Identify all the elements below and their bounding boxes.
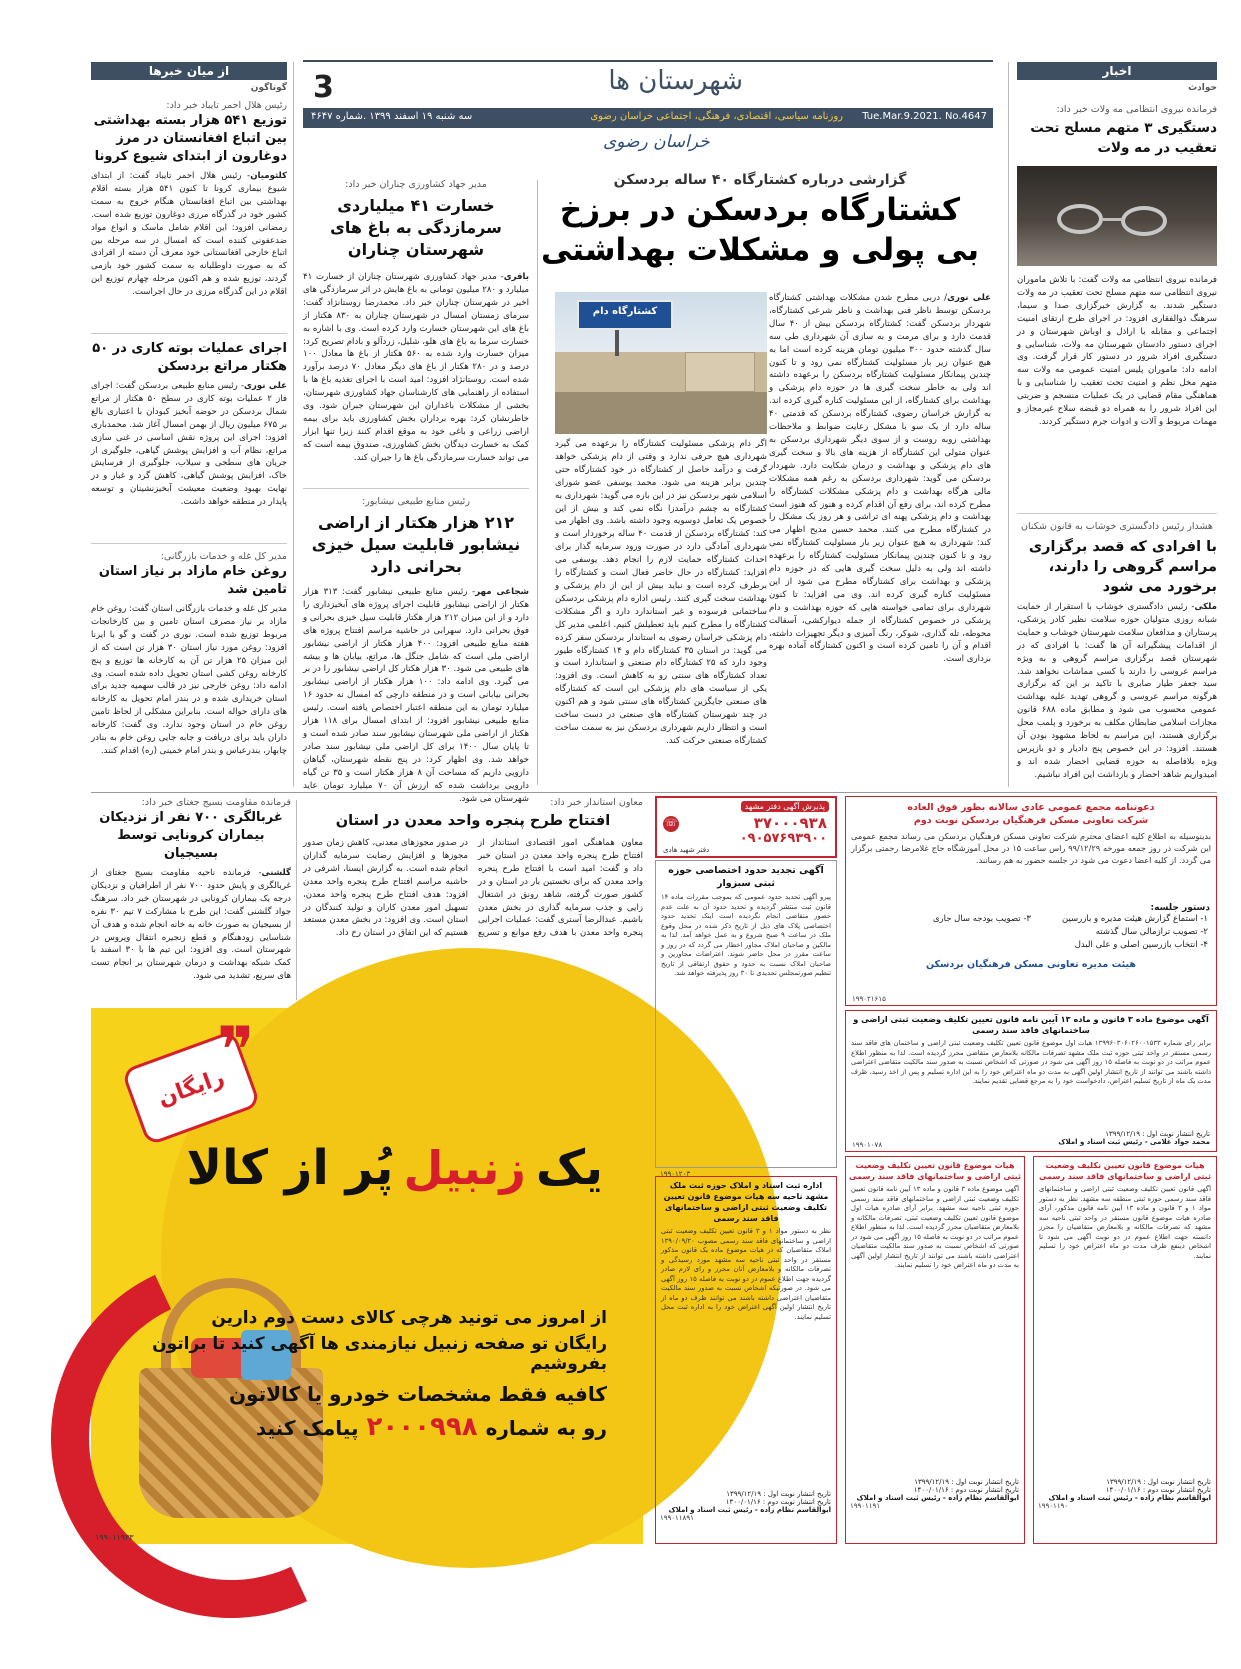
divider bbox=[1017, 513, 1217, 514]
section-tab-news-roundup: از میان خبرها bbox=[91, 62, 287, 80]
ad-copy-line-3: کافیه فقط مشخصات خودرو یا کالاتون bbox=[228, 1382, 607, 1406]
middle-column bbox=[303, 178, 530, 804]
notice-body: برابر رای شماره ۱۳۹۹۶۰۳۰۶۰۲۶۰۰۱۵۳۳ هیات اول موضوع قانون تعیین تکلیف وضعیت ثبتی اراضی و ساختمان های فاقد سند رسمی مستقر در واحد ثبتی حوزه ثبت ملک مشهد تصرفات مالکانه بلامعارض متقاضی محرز گردیده است. لذا به منظور اطلاع عموم مراتب در دو نوبت به فاصله ۱۵ روز آگهی می شود در صورتی که اشخاص نسبت به صدور سند مالکیت متقاضی اعتراضی داشته باشند می توانند از تاریخ انتشار اولین آگهی به مدت دو ماه اعتراض خود را به این اداره تسلیم و پس از اخذ رسید، ظرف مدت یک ماه از تاریخ تسلیم اعتراض، دادخواست خود را به مرجع قضایی تقدیم نمایند. bbox=[851, 1039, 1211, 1085]
ad-cta-prefix: رو به شماره bbox=[485, 1416, 607, 1440]
notice-title: هیات موضوع قانون تعیین تکلیف وضعیت ثبتی اراضی و ساختمانهای فاقد سند رسمی bbox=[849, 1161, 1021, 1181]
header-info-bar bbox=[303, 108, 993, 128]
handcuffs-photo bbox=[1017, 166, 1217, 266]
article-kicker: مدیر کل غله و خدمات بازرگانی: bbox=[160, 551, 287, 562]
section-separator bbox=[91, 792, 1217, 793]
ad-copy-line-1: از امروز می تونید هرچی کالای دست دوم دارین bbox=[211, 1308, 607, 1328]
ad-headline-part-3: پُر از کالا bbox=[186, 1140, 394, 1196]
ad-headline bbox=[186, 1140, 603, 1196]
agenda-item: ۴- انتخاب بازرسین اصلی و علی البدل bbox=[1074, 940, 1208, 950]
column-rule bbox=[296, 800, 297, 1000]
notice-signature: محمد جواد غلامی - رئیس ثبت اسناد و املاک bbox=[1058, 1138, 1210, 1146]
lead-headline-2[interactable]: بی پولی و مشکلات بهداشتی bbox=[540, 232, 980, 268]
agenda-item: ۲- تصویب ترازمالی سال گذشته bbox=[1095, 927, 1208, 937]
article-body: علی نوری/ دربی مطرح شدن مشکلات بهداشتی کشتارگاه بردسکن توسط ناظر فنی بهداشت و ناظر شرعی کشتارگاه، شهردار بردسکن گفت: کشتارگاه بردسکن بیش از ۴۰ سال قدمت دارد و برای مرمت و به سازی آن شهرداری طی سه سال گذشته حدود ۳۰۰ میلیون تومان هزینه کرده است اما به هیچ عنوان زیر بار مسئولیت کشتارگاه نمی رود و تا کنون چندین پیمانکار مسئولیت کشتارگاه بردسکن را برعهده داشته اند ولی به خاطر سخت گیری ها در حوزه دام پزشکی و بهداشت برای کشتارگاه، از این مسئولیت کناره گیری کرده اند. به گزارش خراسان رضوی، کشتارگاه بردسکن که قدمتی ۴۰ ساله دارد از یک سو با مشکل رعایت ضوابط و ملاحظات بهداشتی روبه روست و از سوی دیگر شهرداری بردسکن به عنوان متولی این کشتارگاه از هزینه های بالا و سخت گیری های دام پزشکی و بهداشت و درمان شکایت دارد. شهردار بردسکن می گوید: شهرداری بردسکن به رغم همه مشکلات مالی هرگاه بهداشت و دام پزشکی مشکلات کشتارگاه را مطرح کرده اند، برای رفع آن اقدام کرده و هنوز که هنوز است بهداشت و دام پزشکی پهنه ای تراشی و هر روز یک مشکل را در کشتارگاه مطرح می کنند. محمد حسین مدیح اظهار می کند: شهرداری به هیچ عنوان زیر بار مسئولیت کشتارگاه نمی رود و تا کنون چندین پیمانکار مسئولیت کشتارگاه را برعهده داشته اند ولی به دلیل سخت گیری هایی که در حوزه دام پزشکی و بهداشت برای کشتارگاه مطرح می شود از این مسئولیت کناره گیری کرده اند. وی می افزاید: تا کنون شهرداری برای تمامی خواسته هایی که حوزه بهداشت و دام پزشکی در خصوص کشتارگاه از جمله دیوارکشی، آسفالت محوطه، تله گذاری، شوکر، رنگ آمیزی و دیگر تجهیزات داشته، اقدام و آن را تامین کرده است و اکنون کشتارگاه آماده بهره برداری است. bbox=[769, 293, 991, 665]
article-body: علی نوری- رئیس منابع طبیعی بردسکن گفت: اجرای فاز ۲ عملیات بوته کاری در سطح ۵۰ هکتار از مراتع شمال بردسکن در حوضه آبخیز کبودان با اعتباری بالغ بر ۶۷۵ میلیون ریال از بهمن امسال آغاز شد. محمدباری افزود: اجرای این پروژه نقش اساسی در غنی سازی مراتع، نظام آب و افزایش پوشش گیاهی، جلوگیری از جریان های سطحی و سیلاب، جلوگیری از فرسایش خاک، افزایش پوشش گیاهی، کاهش گرد و غبار و در نهایت بهبود وضعیت معیشت آبخیزنشینان و توسعه پایدار در منطقه خواهد داشت. bbox=[91, 381, 288, 508]
article-kicker: هشدار رئیس دادگستری خوشاب به قانون شکنان bbox=[1021, 521, 1213, 532]
notice-title: هیات موضوع قانون تعیین تکلیف وضعیت ثبتی اراضی و ساختمانهای فاقد سند رسمی bbox=[1039, 1161, 1211, 1181]
divider bbox=[303, 488, 529, 489]
agenda-item: ۳- تصویب بودجه سال جاری bbox=[932, 914, 1031, 924]
date-fa: سه شنبه ۱۹ اسفند ۱۳۹۹ .شماره ۴۶۴۷ bbox=[311, 111, 473, 122]
promo-phone-2: ۰۹۰۵۷۶۹۳۹۰۰ bbox=[739, 831, 827, 846]
ad-notice-1[interactable] bbox=[845, 796, 1217, 1006]
lead-kicker: گزارشی درباره کشتارگاه ۴۰ ساله بردسکن bbox=[613, 172, 907, 188]
subsection-label: حوادث bbox=[1188, 83, 1217, 93]
article-body: شجاعی مهر- رئیس منابع طبیعی نیشابور گفت: ۳۱۳ هزار هکتار از اراضی نیشابور قابلیت اجرای پروژه های آبخیزداری را دارد و از این میزان ۲۱۲ هزار هکتار قابلیت سیل خیزی بحرانی و فوق بحرانی دارد. سهرابی در حاشیه مراسم افتتاح پروژه های هفته منابع طبیعی افزود: ۴۰۰ هزار هکتار از اراضی نیشابور اراضی ملی است که شامل جنگل ها، مراتع، بیابان ها و بیشه های طبیعی می شود. ۳۰ هزار هکتار کل اراضی نیشابور را در بر می گیرد. وی ادامه داد: ۱۰۰ هزار هکتار از اراضی نیشابور بحرانی بیابانی است و در منطقه دارچی که امسال نه حدود ۱۶ میلیارد تومان به این منطقه اعتبار اختصاص یافته است. رئیس منابع طبیعی نیشابور افزود: از ابتدای امسال برای ۱۱۸ هزار هکتار از اراضی ملی شهرستان نیشابور سند صادر شده است و تا پایان سال ۱۴۰۰ برای کل اراضی ملی نیشابور سند صادر خواهد شد. وی اظهار کرد: در پنج نقطه شهرستان، گیاهان دارویی داریم که مساحت آن ۸ هزار هکتار است و ۳۵ تن گیاه دارویی برداشت شده که ارزش آن ۷۰ میلیارد تومان عاید شهرستان می شود. bbox=[303, 587, 530, 804]
notice-code: ۱۹۹۰۱۱۸۹۱ bbox=[660, 1514, 694, 1522]
notice-code: ۱۹۹۰۱۰۷۸ bbox=[852, 1141, 883, 1149]
article-headline[interactable]: توزیع ۵۴۱ هزار بسته بهداشتی بین اتباع افغانستان در مرز دوغارون از ابتدای شیوع کرونا bbox=[93, 113, 287, 164]
article-body: مدیر کل غله و خدمات بازرگانی استان گفت: روغن خام مازاد بر نیاز مصرف استان تامین و بین کارخانجات مربوط توزیع شده است. نوری در گفت و گو با ایرنا افزود: روغن مورد نیاز استان ۳۰ هزار تن است که از این میزان ۲۵ هزار تن آن به کارخانه ها توزیع و پنج کارخانه روغن کشی استان تحویل داده شده است. وی ادامه داد: روغن خارجی نیز در قالب سهمیه جدید برای استان خریداری شده و در بندر امام تحویل به کارخانه های دارای حواله است. بنابراین مشکلی از لحاظ تامین روغن خام در استان وجود ندارد. وی گفت: کارخانه داران باید برای دریافت و جابه جایی روغن خام به بنادر چابهار، بندرعباس و بندر امام خمینی (ره) اقدام کنند. bbox=[91, 604, 287, 756]
column-rule bbox=[293, 62, 294, 787]
notice-signature: ابوالقاسم نظام زاده - رئیس ثبت اسناد و املاک bbox=[1048, 1494, 1211, 1502]
notice-body: آگهی موضوع ماده ۳ قانون و ماده ۱۳ آیین نامه قانون تعیین تکلیف وضعیت ثبتی اراضی و ساختمانهای فاقد سند رسمی حوزه ثبتی ناحیه سه مشهد. برابر آرای صادره هیات اول موضوع قانون تعیین تکلیف وضعیت ثبتی، تصرفات مالکانه و بلامعارض متقاضیان محرز گردیده است. لذا به منظور اطلاع عموم مراتب در دو نوبت به فاصله ۱۵ روز آگهی می شود در صورتی که اشخاص نسبت به صدور سند مالکیت متقاضیان اعتراضی داشته باشند می توانند از تاریخ انتشار اولین آگهی به مدت دو ماه اعتراض خود را تسلیم نمایند. bbox=[851, 1185, 1019, 1269]
article-body: اگر دام پزشکی مسئولیت کشتارگاه را برعهده می گیرد شهرداری هیچ حرفی ندارد و وقتی از دام پزشکی خواهد گرفت و درآمد حاصل از کشتارگاه در خود کشتارگاه حتی چندین برابر هزینه می شود. محمد یوسفی عضو شورای اسلامی شهر بردسکن نیز در این باره می گوید: شهرداری به کشتارگاه به چشم درآمدزا نگاه نمی کند و بیش از این خصوص یک تعامل دوسویه وجود داشته باشد. وی اظهار می کند: کشتارگاه بردسکن از قدمت ۴۰ ساله برخوردار است و شهرداری آمادگی دارد در صورت ورود سرمایه گذار برای احداث کشتارگاه حمایت لازم را انجام دهد. یوسفی می افزاید: کشتارگاه در حال حاضر فعال است و کشتارگاه را برطرف کرده است و نباید بیش از این از دام پزشکی و بهداشت سخت گیری کنند. رئیس اداره دام پزشکی بردسکن ساختمانی فرسوده و غیر استاندارد دارد و اگر مشکلات کشتارگاه را مطرح کنیم باید تعطیلش کنیم. اعلمی مدیر کل دام پزشکی خراسان رضوی به استاندار بردسکن سفر کرده می گوید: در استان ۳۵ کشتارگاه دام و ۱۴ کشتارگاه طیور وجود دارد که ۲۵ کشتارگاه دام صنعتی و استاندارد است و تعداد کشتارگاه های سنتی رو به کاهش است. وی افزود: یکی از سیاست های دام پزشکی این است که کشتارگاه های صنعتی جایگزین کشتارگاه های سنتی شود و هم اکنون در چند شهرستان کشتارگاه های صنعتی در دست ساخت است و انتظار داریم شهرداری بردسکن نیز به سمت ساخت کشتارگاه صنعتی حرکت کند. bbox=[555, 439, 767, 746]
ad-notice-2[interactable] bbox=[655, 860, 837, 1178]
article-headline[interactable]: اجرای عملیات بوته کاری در ۵۰ هکتار مراتع بردسکن bbox=[92, 341, 287, 374]
free-badge-text: رایگان bbox=[154, 1064, 228, 1112]
notice-body: پیرو آگهی تحدید حدود عمومی که بموجب مقررات ماده ۱۴ قانون ثبت منتشر گردیده و تحدید حدود آن به علت عدم حضور متقاضی انجام نگردیده است اینک تحدید حدود اختصاصی پلاک های ذیل از تاریخ ذکر شده در محل وقوع ملک در ساعت ۹ صبح شروع و به عمل خواهد آمد. لذا به مالکین و صاحبان املاک مجاور اخطار می گردد که در روز و ساعت مقرر در محل حاضر شوند. اعتراضات مجاورین و صاحبان املاک نسبت به حدود و حقوق ارتفاقی از تاریخ تنظیم صورتمجلس تحدیدی تا ۳۰ روز پذیرفته خواهد شد. bbox=[661, 893, 831, 977]
article-headline[interactable]: خسارت ۴۱ میلیاردی سرمازدگی به باغ های شهرستان چناران bbox=[330, 196, 502, 259]
notice-title: آگهی تجدید حدود اختصاصی حوزه ثبتی سبزوار bbox=[668, 865, 824, 889]
date-en: Tue.Mar.9.2021. No.4647 bbox=[862, 111, 987, 122]
agenda-list bbox=[846, 913, 1216, 952]
quote-mark-icon: ❞ bbox=[217, 1014, 255, 1088]
zanbil-ad[interactable] bbox=[91, 1008, 643, 1544]
article-body: کلثومیان- رئیس هلال احمر تایباد گفت: از ابتدای شیوع بیماری کرونا تا کنون ۵۴۱ هزار بسته اقلام بهداشتی بین اتباع افغانستان هنگام خروج به سمت کشور خود در گذرگاه مرزی دوغارون توزیع شده است. رمضانی افزود: این اقلام شامل ماسک و انواع مواد ضدعفونی کننده است که امسال در سه مرحله بین اتباع خارجی افغانستانی خود معرف آن دسته از افرادی که به صورت داوطلبانه به سمت کشور خود بازمی گردند، توزیع شده و هم اکنون مرحله چهارم توزیع این اقلام در این گذرگاه مرزی در حال اجراست. bbox=[91, 171, 287, 298]
article-body: فرمانده نیروی انتظامی مه ولات گفت: با تلاش ماموران نیروی انتظامی سه متهم مسلح تحت تعقیب در مه ولات دستگیر شدند. به گزارش خبرگزاری صدا و سیما، سرهنگ ذوالفقاری افزود: در اجرای طرح ارتقای امنیت اجتماعی و مقابله با اراذل و اوباش شهرستان و در اجرای دستور دادستان شهرستان مه ولات، شناسایی و دستگیری افراد شرور در دستور کار قرار گرفت. وی ادامه داد: ماموران پلیس امنیت عمومی مه ولات سه متهم مخل نظم و امنیت تحت تعقیب را شناسایی و با هماهنگی مقام قضایی در یک عملیات منسجم و ضربتی این افراد شرور را به همراه دو قبضه سلاح غیرمجاز و مهمات مربوط و آلات و ادوات جرم دستگیر کردند. bbox=[1017, 275, 1217, 427]
article-body: باقری- مدیر جهاد کشاورزی شهرستان چناران از خسارت ۴۱ میلیارد و ۲۸۰ میلیون تومانی به باغ هایش در اثر سرمازدگی های اخیر در شهرستان چناران خبر داد. محمدرضا روستانژاد گفت: سرمای زمستان امسال در شهرستان چناران به ۸۳۰ هکتار از باغ های این شهرستان خسارت وارد کرده است. وی با اشاره به خسارت سرما به باغ های هلو، شلیل، زردآلو و بادام تصریح کرد: میزان خسارت وارد شده به ۵۶۰ هکتار از باغ ها معادل ۱۰۰ درصد و در ۲۸۰ هکتار از باغ های دیگر معادل ۷۰ درصد برآورد شده است. روستانژاد افزود: امید است با اجرای تغذیه باغ ها با استفاده از راهنمایی های کارشناسان جهاد کشاورزی شهرستان، بخشی از مشکلات باغداران این شهرستان جبران شود. وی خاطرنشان کرد: بهره برداران بخش کشاورزی باید برای بیمه اراضی زراعی و باغی خود به موقع اقدام کنند زیرا تنها ابزار کمک به خسارت دیدگان بخش کشاورزی، صندوق بیمه است که می تواند خسارت سرمازدگی باغ ها را جبران کند. bbox=[303, 272, 530, 463]
subsection-label: گوناگون bbox=[250, 83, 287, 93]
column-rule bbox=[537, 180, 538, 785]
ad-headline-part-1: یک bbox=[535, 1140, 603, 1196]
notice-date-2: تاریخ انتشار نوبت دوم : ۱۴۰۰/۰۱/۱۶ bbox=[1105, 1486, 1211, 1494]
notice-body: نظر به دستور مواد ۱ و ۳ قانون تعیین تکلیف وضعیت ثبتی اراضی و ساختمانهای فاقد سند رسمی مصوب ۱۳۹۰/۰۹/۲۰ املاک متقاضیان که در هیات موضوع ماده یک قانون مذکور مستقر در واحد ثبتی ناحیه سه مشهد مورد رسیدگی و تصرفات مالکانه و بلامعارض آنان محرز و رای لازم صادر گردیده جهت اطلاع عموم در دو نوبت به فاصله ۱۵ روز آگهی می شود. در صورتیکه اشخاص نسبت به صدور سند مالکیت متقاضیان اعتراضی داشته باشند می توانند ظرف دو ماه از تاریخ انتشار اولین آگهی اعتراض خود را به اداره ثبت محل تسلیم نمایند. bbox=[661, 1227, 832, 1321]
notice-date-1: تاریخ انتشار نوبت اول : ۱۳۹۹/۱۲/۱۹ bbox=[914, 1478, 1019, 1486]
lower-article-basij bbox=[91, 796, 291, 996]
ad-code: ۱۹۹۰۱۱۹۳۳ bbox=[95, 1533, 134, 1542]
lead-body-col-2 bbox=[555, 438, 767, 772]
tagline: روزنامه سیاسی، اقتصادی، فرهنگی، اجتماعی خراسان رضوی bbox=[590, 111, 843, 122]
ad-headline-brand: زنبیل bbox=[403, 1141, 526, 1195]
promo-label: پذیرش آگهی دفتر مشهد bbox=[741, 801, 829, 812]
agenda-item: ۱- استماع گزارش هیئت مدیره و بازرسین bbox=[1062, 914, 1208, 924]
promo-footer: دفتر شهید هادی bbox=[663, 846, 710, 854]
notice-subtitle: شرکت تعاونی مسکن فرهنگیان بردسکن نوبت دوم bbox=[913, 815, 1149, 826]
divider bbox=[91, 543, 287, 544]
notice-date-1: تاریخ انتشار نوبت اول : ۱۳۹۹/۱۲/۱۹ bbox=[1106, 1478, 1211, 1486]
article-kicker: فرمانده نیروی انتظامی مه ولات خبر داد: bbox=[1056, 104, 1217, 115]
agenda-label: دستور جلسه: bbox=[1150, 903, 1210, 913]
column-rule bbox=[1008, 62, 1009, 787]
slaughterhouse-photo bbox=[555, 292, 767, 434]
page-number: 3 bbox=[313, 70, 334, 105]
ad-notice-6[interactable] bbox=[1033, 1156, 1217, 1544]
ad-cta bbox=[256, 1412, 607, 1442]
lead-body-col-1 bbox=[769, 292, 991, 772]
article-kicker: رئیس منابع طبیعی نیشابور: bbox=[362, 496, 470, 507]
article-headline[interactable]: روغن خام مازاد بر نیاز استان تامین شد bbox=[98, 564, 287, 597]
article-kicker: فرمانده مقاومت بسیج جغتای خبر داد: bbox=[141, 797, 291, 808]
ad-notice-4[interactable] bbox=[655, 1176, 837, 1544]
notice-code: ۱۹۹۰۱۱۹۱ bbox=[850, 1502, 881, 1510]
right-column bbox=[1017, 62, 1217, 792]
article-headline[interactable]: با افرادی که قصد برگزاری مراسم گروهی را دارند، برخورد می شود bbox=[1028, 539, 1217, 595]
notice-code: ۱۹۹۰۱۲۰۳ bbox=[660, 1170, 691, 1178]
article-headline[interactable]: ۲۱۲ هزار هکتار از اراضی نیشابور قابلیت سیل خیزی بحرانی دارد bbox=[311, 513, 521, 576]
sms-number: ۲۰۰۰۹۹۸ bbox=[366, 1412, 478, 1442]
article-body: ملکی- رئیس دادگستری خوشاب با استقرار از حمایت شبانه روزی متولیان حوزه سلامت نظیر کادر پزشکی، پرستاران و مدافعان سلامت شهرستان خوشاب و حمایت از اقدامات پیشگیرانه آن ها گفت: با افرادی که در شهرستان قصد برگزاری مراسم گروهی و به ویژه مراسم عروسی را دارند با کسی مماشات نخواهد شد. سید جعفر طیار صابری با تاکید بر این که برگزاری هرگونه مراسم عروسی و گروهی تهدید علیه بهداشت عمومی محسوب می شود و مطابق ماده ۶۸۸ قانون مجازات اسلامی ضابطان مکلف به برخورد و پلمب محل برگزاری هستند، این مراسم به لحاظ مشهود بودن آن هستند. افزود: در این خصوص پنج دادیار و دو بازپرس ویژه بلافاصله به حوزه قضایی احضار شده اند و امیدواریم شاهد احضار و بازداشت این افراد نباشیم. bbox=[1017, 602, 1217, 780]
section-title: شهرستان ها bbox=[608, 66, 743, 96]
notice-code: ۱۹۹۰۲۱۶۱۵ bbox=[852, 995, 886, 1003]
notice-signature: ابوالقاسم نظام زاده - رئیس ثبت اسناد و املاک bbox=[856, 1494, 1019, 1502]
notice-body: بدینوسیله به اطلاع کلیه اعضای محترم شرکت تعاونی مسکن فرهنگیان بردسکن می رساند مجمع عمومی این شرکت در روز جمعه مورخه ۹۹/۱۲/۲۹ راس ساعت ۱۵ در محل آموزشگاه حاج غلامرضا رحمتی برگزار می گردد. از کلیه اعضا دعوت می شود در جلسه حضور به هم رسانند. bbox=[851, 831, 1211, 865]
newspaper-logo: خراسان رضوی bbox=[603, 132, 710, 152]
article-headline[interactable]: دستگیری ۳ متهم مسلح تحت تعقیب در مه ولات bbox=[1030, 120, 1217, 156]
notice-code: ۱۹۹۰۱۱۹۰ bbox=[1038, 1502, 1069, 1510]
notice-date-2: تاریخ انتشار نوبت دوم : ۱۴۰۰/۰۱/۱۶ bbox=[725, 1498, 831, 1506]
notice-body: آگهی قانون تعیین تکلیف وضعیت ثبتی اراضی و ساختمانهای فاقد سند رسمی حوزه ثبتی منطقه سه مشهد. نظر به دستور مواد ۱ و ۳ قانون و ماده ۱۳ آیین نامه قانون مذکور، آرای صادره هیات موضوع قانون مستقر در واحد ثبتی ناحیه سه مشهد که تصرفات مالکانه و بلامعارض متقاضیان را محرز دانسته جهت اطلاع عموم در دو نوبت آگهی می شود تا اشخاص ذینفع ظرف مدت دو ماه اعتراض خود را تسلیم نمایند. bbox=[1039, 1185, 1211, 1260]
article-body: گلشنی- فرمانده ناحیه مقاومت بسیج جغتای از غربالگری و پایش حدود ۷۰۰ نفر از اطرافیان و نزدیکان درجه یک بیماران کرونایی در شهرستان خبر داد. سرهنگ جواد گلشنی گفت: این طرح با مشارکت ۷ تیم ۳۰ نفره از بسیجیان به صورت خانه به خانه انجام شده و هدف آن شناسایی زودهنگام و قطع زنجیره انتقال ویروس در شهرستان است. وی افزود: این تیم ها با ۳۰ اسفند با کمک شبکه بهداشت و درمان شهرستان بر انجام تست های سریع، تشدید می شود. bbox=[91, 868, 292, 982]
article-headline[interactable]: غربالگری ۷۰۰ نفر از نزدیکان بیماران کرونایی توسط بسیجیان bbox=[99, 810, 283, 861]
article-kicker: معاون استاندار خبر داد: bbox=[550, 797, 643, 808]
photo-sign-text: کشتارگاه دام bbox=[592, 306, 658, 317]
masthead bbox=[303, 60, 993, 168]
notice-title: آگهی موضوع ماده ۳ قانون و ماده ۱۳ آیین نامه قانون تعیین تکلیف وضعیت ثبتی اراضی و ساختمانهای فاقد سند رسمی bbox=[853, 1014, 1209, 1035]
notice-title: اداره ثبت اسناد و املاک حوزه ثبت ملک مشهد ناحیه سه هیات موضوع قانون تعیین تکلیف وضعیت ثبتی اراضی و ساختمانهای فاقد سند رسمی bbox=[663, 1181, 829, 1223]
notice-title: دعوتنامه مجمع عمومی عادی سالانه بطور فوق العاده bbox=[907, 802, 1155, 813]
ad-notice-3[interactable] bbox=[845, 1010, 1217, 1152]
notice-signature: هیئت مدیره تعاونی مسکن فرهنگیان بردسکن bbox=[925, 959, 1137, 970]
ad-cta-suffix: پیامک کنید bbox=[255, 1416, 359, 1440]
notice-signature: ابوالقاسم نظام زاده - رئیس ثبت اسناد و املاک bbox=[668, 1506, 831, 1514]
article-headline[interactable]: افتتاح طرح پنجره واحد معدن در استان bbox=[335, 813, 611, 829]
ad-notice-5[interactable] bbox=[845, 1156, 1025, 1544]
article-kicker: مدیر جهاد کشاورزی چناران خبر داد: bbox=[345, 179, 487, 190]
article-kicker: رئیس هلال احمر تایباد خبر داد: bbox=[166, 100, 287, 111]
article-body: معاون هماهنگی امور اقتصادی استاندار از افتتاح طرح پنجره واحد معدن در استان خبر داد و گفت: امید است با افتتاح طرح پنجره واحد معدن که برای نخستین بار در استان و در کشور صورت گرفته، شاهد رونق در اشتغال زایی و جذب سرمایه گذاری در بخش معدن باشیم. عبدالرضا آستری گفت: عملیات اجرایی پنجره واحد معدن با هدف رفع موانع و تسریع در صدور مجوزهای معدنی، کاهش زمان صدور مجوزها و افزایش رضایت سرمایه گذاران انجام شده است. به گزارش ایسنا، اشرفی در حاشیه مراسم افتتاح طرح پنجره واحد معدن افزود: هدف افتتاح طرح پنجره واحد معدن، تسهیل امور معدن کاران و تولید کنندگان در استان است. وی افزود: در بخش معدن مستعد هستیم که این اتفاق در استان رخ داد. bbox=[303, 838, 643, 939]
notice-date-1: تاریخ انتشار نوبت اول : ۱۳۹۹/۱۲/۱۹ bbox=[726, 1490, 831, 1498]
ad-promo-box[interactable] bbox=[655, 796, 837, 858]
lead-headline-1[interactable]: کشتارگاه بردسکن در برزخ bbox=[559, 192, 961, 228]
ad-copy-line-2: رایگان تو صفحه زنبیل نیازمندی ها آگهی کنید تا براتون بفروشیم bbox=[152, 1334, 607, 1374]
phone-icon: ☏ bbox=[663, 816, 679, 832]
divider bbox=[91, 333, 287, 334]
promo-phone-1: ۳۷۰۰۰۹۳۸ bbox=[753, 814, 827, 832]
left-column bbox=[91, 62, 287, 782]
notice-date-2: تاریخ انتشار نوبت دوم : ۱۴۰۰/۰۱/۱۶ bbox=[913, 1486, 1019, 1494]
section-tab-news: اخبار bbox=[1017, 62, 1217, 80]
notice-date-1: تاریخ انتشار نوبت اول : ۱۳۹۹/۱۲/۱۹ bbox=[1105, 1130, 1210, 1138]
